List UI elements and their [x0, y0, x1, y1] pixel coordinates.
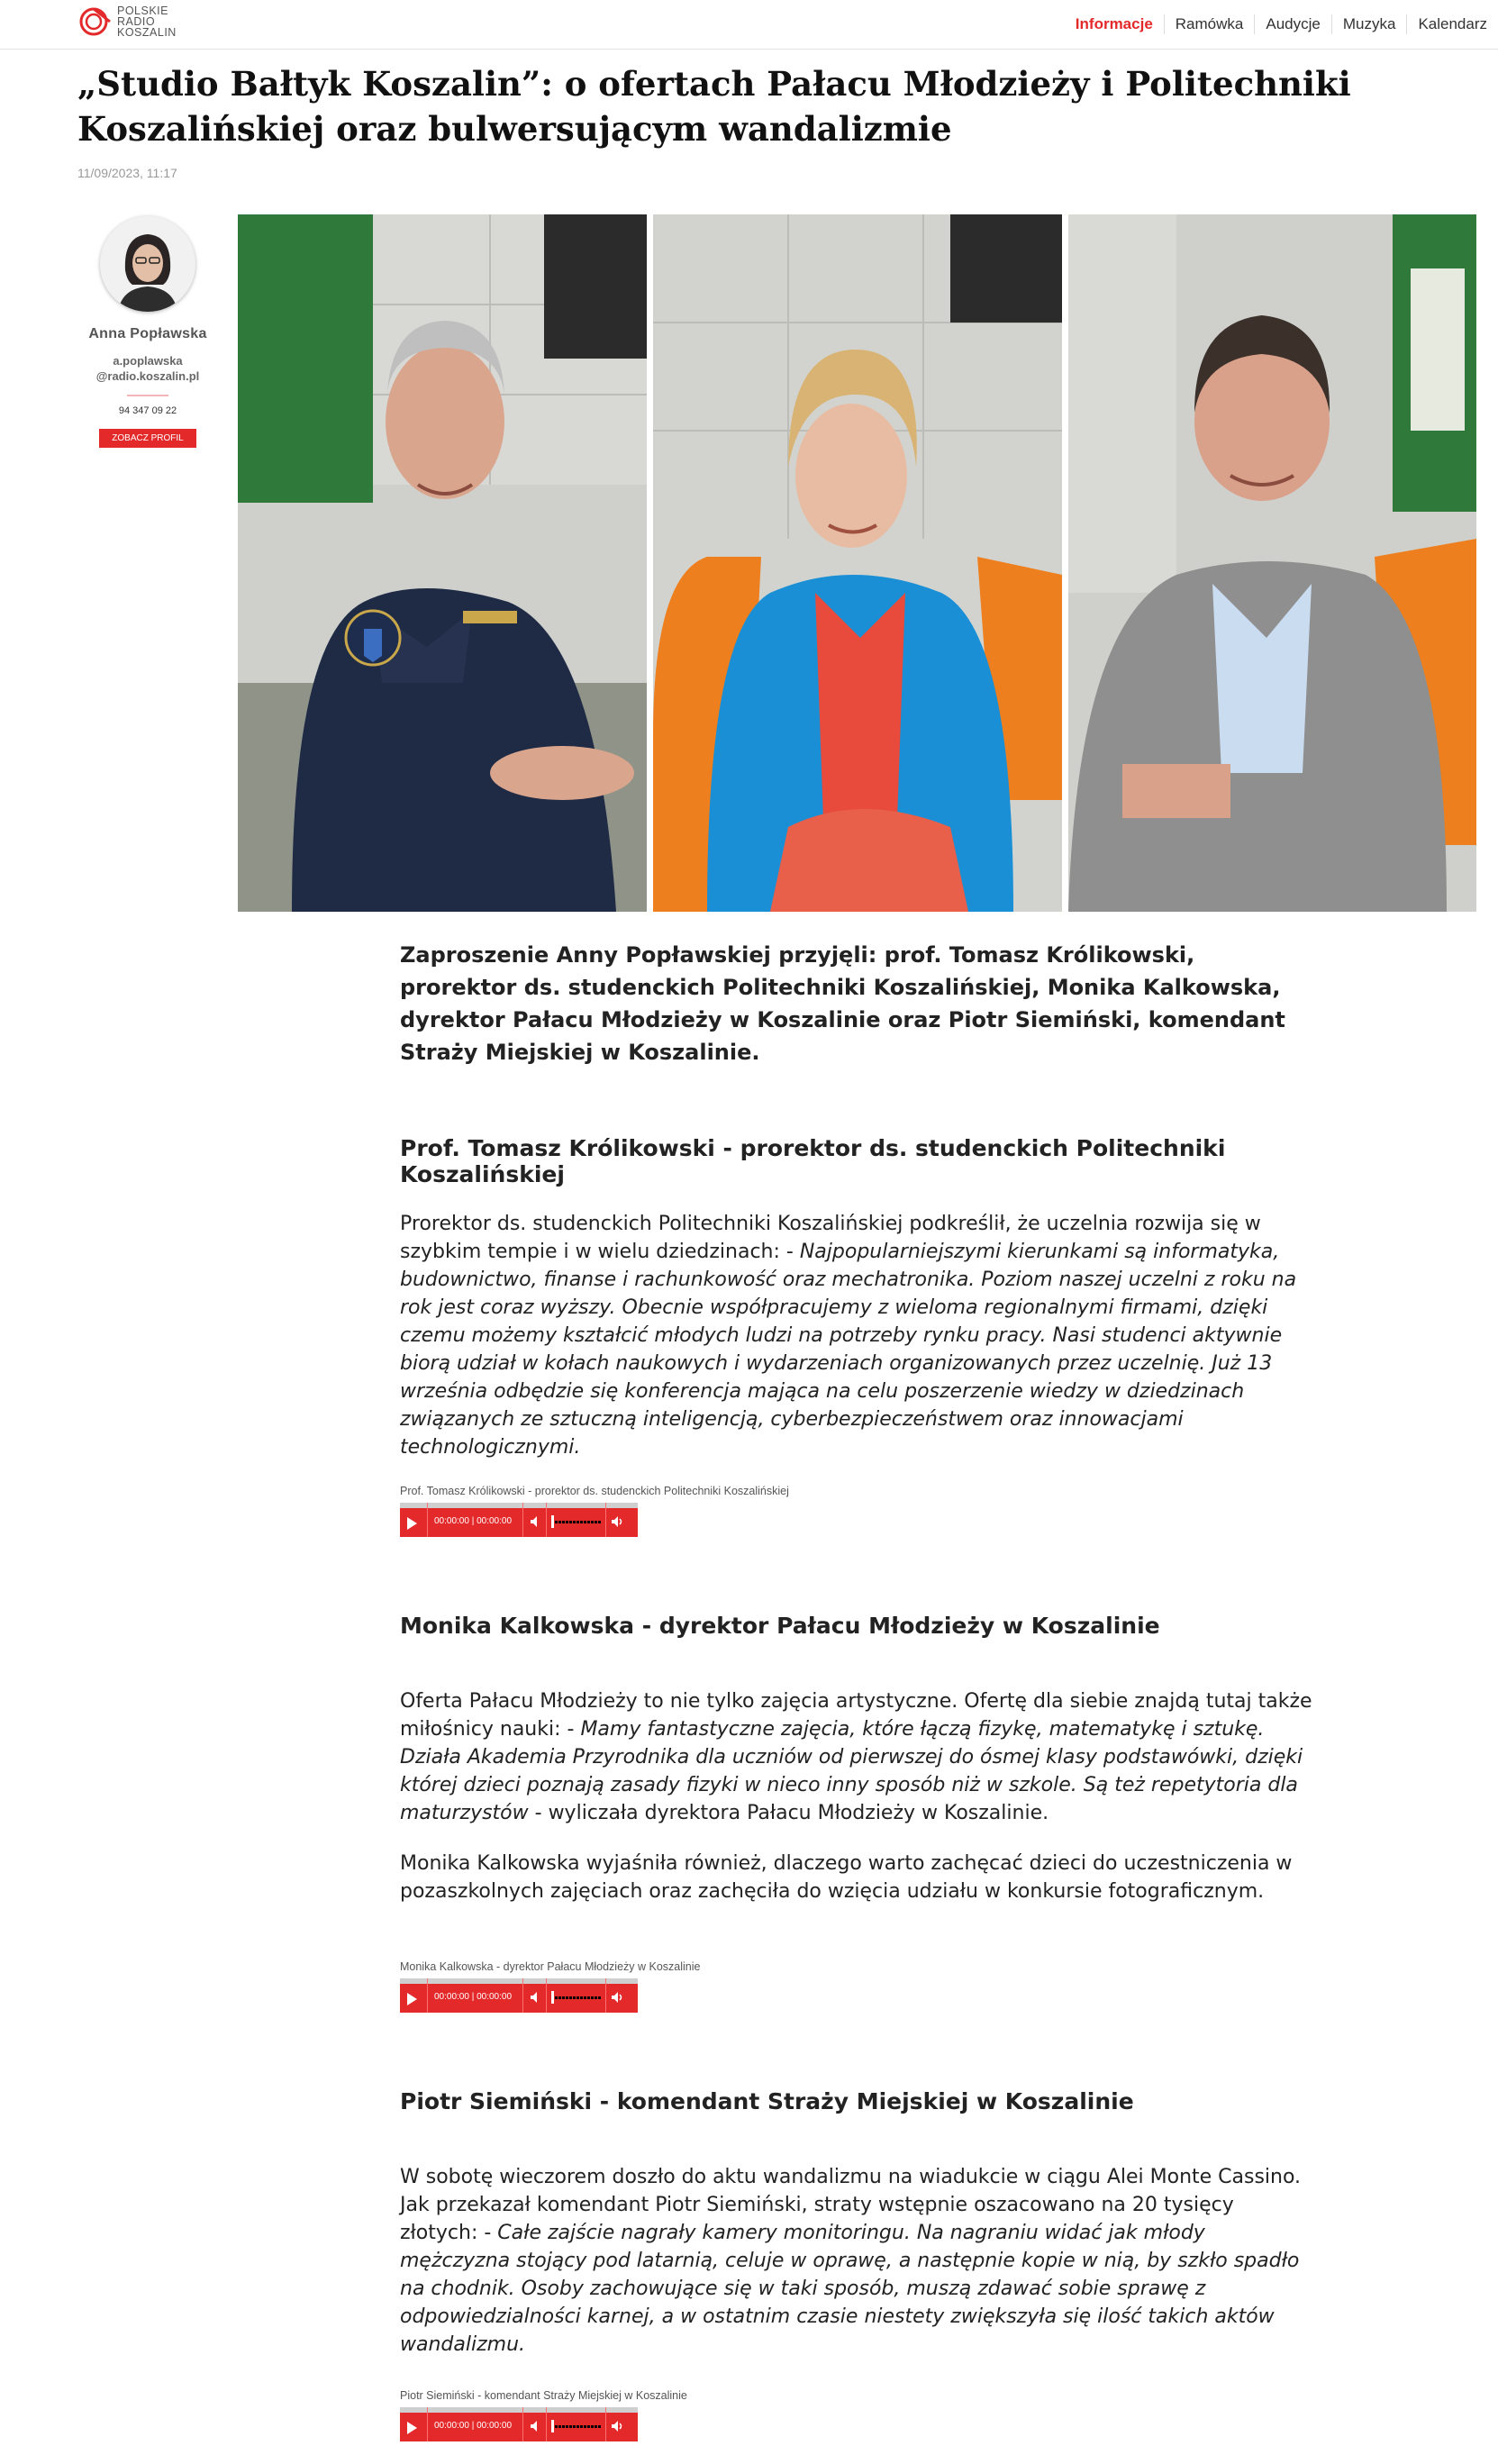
player-divider — [522, 1503, 523, 1537]
audio-1-title: Prof. Tomasz Królikowski - prorektor ds. studenckich Politechniki Koszalińskiej — [400, 1485, 789, 1497]
audio-player-3 — [400, 2407, 638, 2441]
player-divider — [605, 1978, 606, 2013]
section-2-paragraph — [400, 1687, 1315, 1827]
progress-bar[interactable] — [400, 1503, 638, 1508]
volume-slider[interactable] — [551, 1521, 602, 1523]
player-divider — [522, 2407, 523, 2441]
mute-icon[interactable] — [530, 1991, 544, 2004]
mute-icon[interactable] — [530, 2420, 544, 2432]
section-1-heading: Prof. Tomasz Królikowski - prorektor ds. studenckich Politechniki Koszalińskiej — [400, 1135, 1226, 1187]
nav-muzyka[interactable]: Muzyka — [1331, 14, 1407, 34]
author-avatar[interactable] — [100, 216, 195, 312]
player-time: 00:00:00 | 00:00:00 — [434, 2421, 513, 2431]
author-divider — [127, 395, 168, 396]
player-divider — [605, 1503, 606, 1537]
volume-slider[interactable] — [551, 1996, 602, 1999]
section-3-quote: Całe zajście nagrały kamery monitoringu. Na nagraniu widać jak młody mężczyzna stojący pod latarnią, celuje w oprawę, a następnie kopie w nią, by szkło spadło na chodnik. Osoby zachowujące się w taki sposób, muszą zdawać sobie sprawę z odpowiedzialności karnej, a w ostatnim czasie niestety zwiększyła się ilość takich aktów wandalizmu. — [400, 2222, 1300, 2356]
play-icon[interactable] — [407, 2422, 417, 2434]
player-time: 00:00:00 | 00:00:00 — [434, 1992, 513, 2002]
play-icon[interactable] — [407, 1517, 417, 1530]
volume-slider[interactable] — [551, 2425, 602, 2428]
site-logo[interactable] — [77, 5, 177, 38]
play-icon[interactable] — [407, 1993, 417, 2005]
volume-max-icon[interactable] — [611, 2420, 625, 2432]
mute-icon[interactable] — [530, 1515, 544, 1528]
player-divider — [546, 2407, 547, 2441]
section-2-text: Oferta Pałacu Młodzieży to nie tylko zajęcia artystyczne. Ofertę dla siebie znajdą tutaj także miłośnicy nauki: - — [400, 1690, 1312, 1741]
section-1-text: Prorektor ds. studenckich Politechniki Koszalińskiej podkreślił, że uczelnia rozwija się w szybkim tempie i w wielu dziedzinach: - — [400, 1213, 1261, 1263]
article-title: „Studio Bałtyk Koszalin”: o ofertach Pałacu Młodzieży i Politechniki Koszalińskiej oraz bulwersującym wandalizmie — [77, 64, 1351, 149]
audio-player-1 — [400, 1503, 638, 1537]
section-1-quote: Najpopularniejszymi kierunkami są informatyka, budownictwo, finanse i rachunkowość oraz mechatronika. Poziom naszej uczelni z roku na rok jest coraz wyższy. Obecnie współpracujemy z wieloma regionalnymi firmami, dzięki czemu możemy kształcić młodych ludzi na potrzeby rynku pracy. Nasi studenci aktywnie biorą udział w kołach naukowych i wydarzeniach organizowanych przez uczelnię. Już 13 września odbędzie się konferencja mająca na celu poszerzenie wiedzy w dziedzinach związanych ze sztuczną inteligencją, cyberbezpieczeństwem oraz innowacjami technologicznymi. — [400, 1241, 1297, 1459]
section-1-paragraph — [400, 1210, 1315, 1461]
volume-max-icon[interactable] — [611, 1515, 625, 1528]
logo-line-2: RADIO — [117, 15, 156, 28]
section-3-text: W sobotę wieczorem doszło do aktu wandalizmu na wiadukcie w ciągu Alei Monte Cassino. Jak przekazał komendant Piotr Siemiński, straty wstępnie oszacowano na 20 tysięcy złotych: - — [400, 2166, 1302, 2244]
volume-knob[interactable] — [551, 1991, 554, 2004]
player-divider — [546, 1503, 547, 1537]
photo-director[interactable] — [653, 214, 1062, 912]
photo-guard[interactable] — [238, 214, 647, 912]
audio-2-title: Monika Kalkowska - dyrektor Pałacu Młodzieży w Koszalinie — [400, 1960, 701, 1973]
nav-informacje[interactable]: Informacje — [1075, 15, 1153, 32]
player-divider — [605, 2407, 606, 2441]
player-time: 00:00:00 | 00:00:00 — [434, 1516, 513, 1526]
section-2-tail: - wyliczała dyrektora Pałacu Młodzieży w Koszalinie. — [528, 1802, 1049, 1824]
author-email-domain: @radio.koszalin.pl — [95, 369, 200, 383]
section-3-heading: Piotr Siemiński - komendant Straży Miejskiej w Koszalinie — [400, 2088, 1134, 2114]
article-date: 11/09/2023, 11:17 — [77, 166, 177, 180]
author-phone: 94 347 09 22 — [118, 405, 177, 416]
player-divider — [427, 2407, 428, 2441]
section-3-paragraph — [400, 2163, 1315, 2359]
player-divider — [522, 1978, 523, 2013]
player-divider — [427, 1978, 428, 2013]
nav-audycje[interactable]: Audycje — [1254, 14, 1330, 34]
audio-3-title: Piotr Siemiński - komendant Straży Miejskiej w Koszalinie — [400, 2389, 687, 2402]
author-email[interactable] — [77, 353, 218, 384]
profile-button[interactable]: ZOBACZ PROFIL — [99, 429, 195, 448]
player-divider — [427, 1503, 428, 1537]
logo-line-3: KOSZALIN — [117, 26, 177, 39]
nav-ramowka[interactable]: Ramówka — [1164, 14, 1255, 34]
volume-max-icon[interactable] — [611, 1991, 625, 2004]
progress-bar[interactable] — [400, 2407, 638, 2413]
section-2-paragraph-2: Monika Kalkowska wyjaśniła również, dlaczego warto zachęcać dzieci do uczestniczenia w pozaszkolnych zajęciach oraz zachęciła do wzięcia udziału w konkursie fotograficznym. — [400, 1852, 1293, 1903]
author-name[interactable]: Anna Popławska — [88, 326, 207, 341]
player-divider — [546, 1978, 547, 2013]
guest-photos — [238, 214, 1476, 912]
nav-kalendarz[interactable]: Kalendarz — [1406, 14, 1498, 34]
article-lead: Zaproszenie Anny Popławskiej przyjęli: prof. Tomasz Królikowski, prorektor ds. studenckich Politechniki Koszalińskiej, Monika Kalkowska, dyrektor Pałacu Młodzieży w Koszalinie oraz Piotr Siemiński, komendant Straży Miejskiej w Koszalinie. — [400, 942, 1285, 1065]
logo-line-1: POLSKIE — [117, 5, 168, 17]
photo-prorector[interactable] — [1068, 214, 1476, 912]
author-box — [77, 216, 218, 448]
progress-bar[interactable] — [400, 1978, 638, 1984]
top-bar — [0, 0, 1498, 50]
logo-icon — [77, 5, 113, 38]
volume-knob[interactable] — [551, 1515, 554, 1528]
audio-player-2 — [400, 1978, 638, 2013]
section-2-heading: Monika Kalkowska - dyrektor Pałacu Młodzieży w Koszalinie — [400, 1613, 1160, 1639]
main-nav — [1065, 14, 1498, 34]
section-2-quote: Mamy fantastyczne zajęcia, które łączą fizykę, matematykę i sztukę. Działa Akademia Przyrodnika dla uczniów od pierwszej do ósmej klasy podstawówki, dzięki której dzieci poznają zasady fizyki w nieco inny sposób niż w szkole. Są też repetytoria dla maturzystów — [400, 1718, 1303, 1824]
volume-knob[interactable] — [551, 2420, 554, 2432]
author-email-user: a.poplawska — [113, 354, 183, 368]
